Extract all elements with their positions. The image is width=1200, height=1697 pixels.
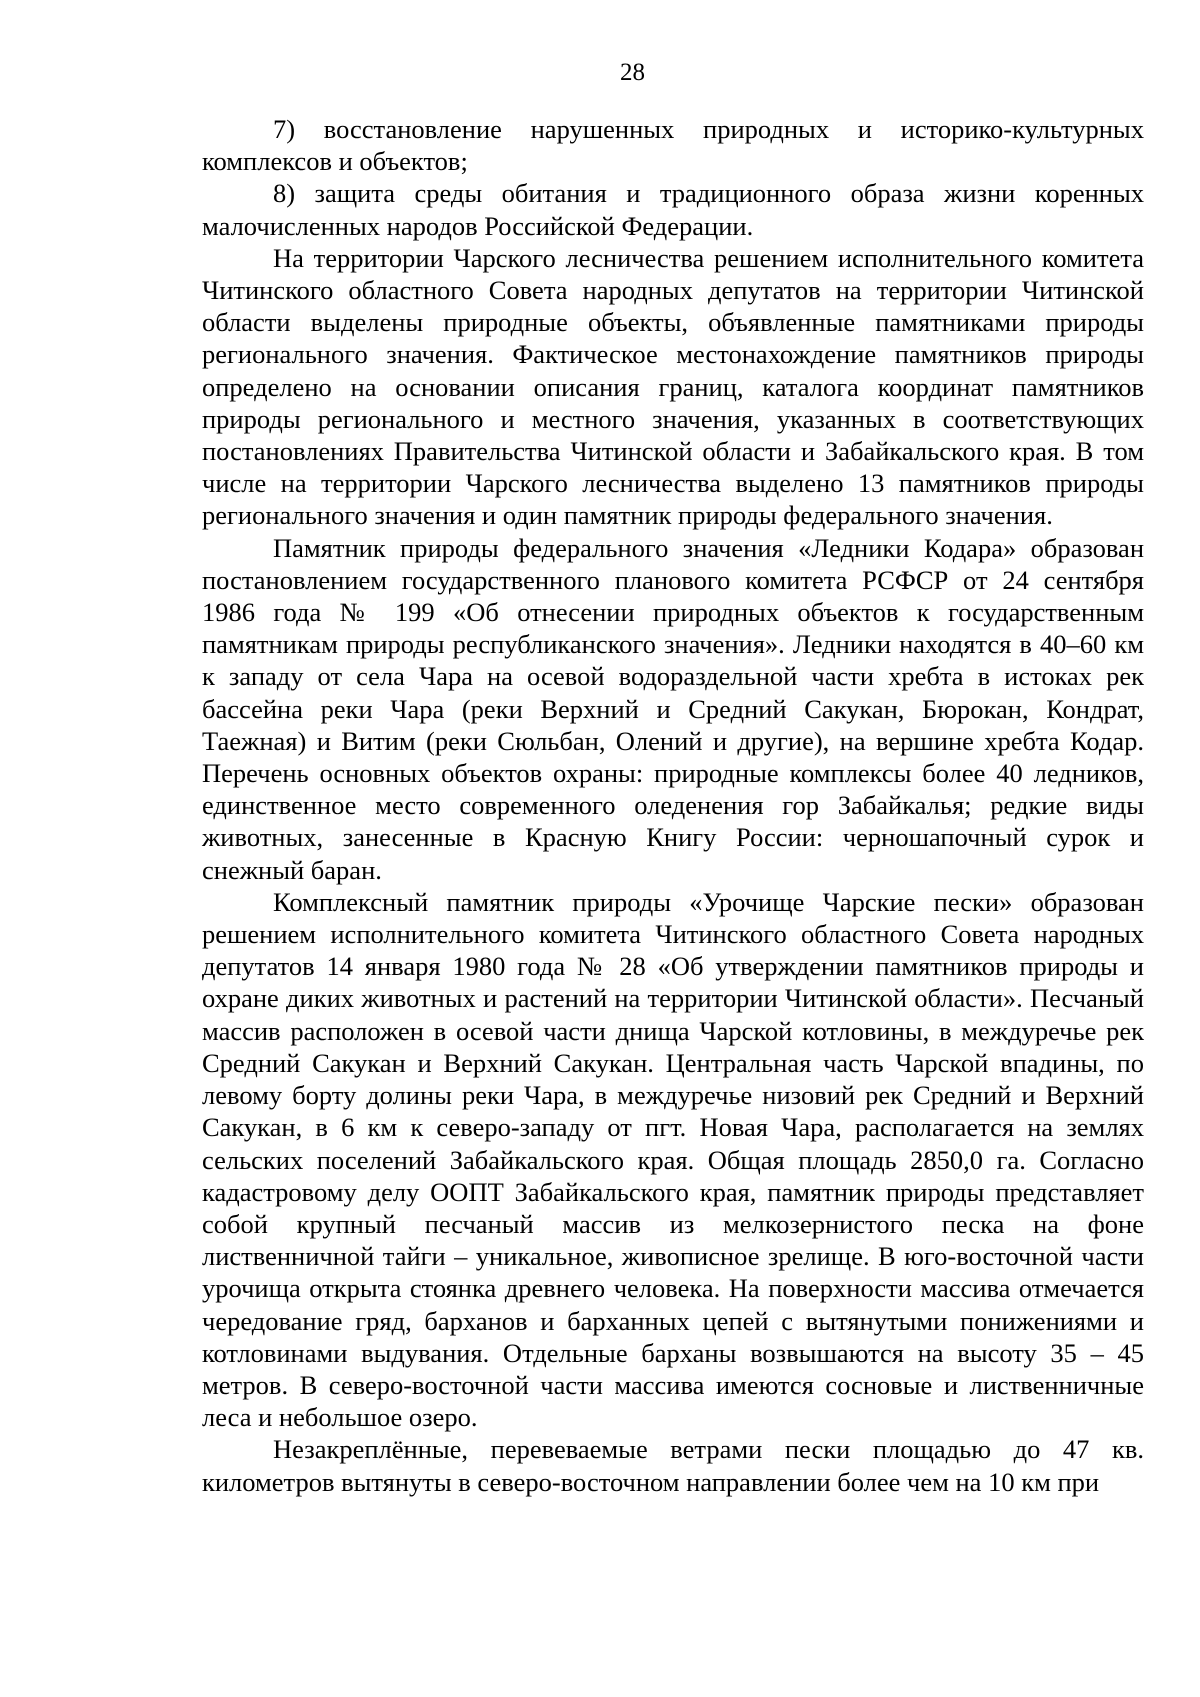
paragraph-item-7: 7) восстановление нарушенных природных и историко-культурных комплексов и объектов; [202, 114, 1144, 177]
paragraph-item-8: 8) защита среды обитания и традиционного образа жизни коренных малочисленных народов Российской Федерации. [202, 178, 1144, 241]
paragraph-sands-continuation: Незакреплённые, перевеваемые ветрами пески площадью до 47 кв. километров вытянуты в северо-восточном направлении более чем на 10 км при [202, 1434, 1144, 1497]
document-body [202, 113, 1144, 1498]
paragraph-chara-forestry-monuments: На территории Чарского лесничества решением исполнительного комитета Читинского областного Совета народных депутатов на территории Читинской области выделены природные объекты, объявленные памятниками природы регионального значения. Фактическое местонахождение памятников природы определено на основании описания границ, каталога координат памятников природы регионального и местного значения, указанных в соответствующих постановлениях Правительства Читинской области и Забайкальского края. В том числе на территории Чарского лесничества выделено 13 памятников природы регионального значения и один памятник природы федерального значения. [202, 242, 1144, 531]
paragraph-kodar-glaciers: Памятник природы федерального значения «Ледники Кодара» образован постановлением государственного планового комитета РСФСР от 24 сентября 1986 года № 199 «Об отнесении природных объектов к государственным памятникам природы республиканского значения». Ледники находятся в 40–60 км к западу от села Чара на осевой водораздельной части хребта в истоках рек бассейна реки Чара (реки Верхний и Средний Сакукан, Бюрокан, Кондрат, Таежная) и Витим (реки Сюльбан, Олений и другие), на вершине хребта Кодар. Перечень основных объектов охраны: природные комплексы более 40 ледников, единственное место современного оледенения гор Забайкалья; редкие виды животных, занесенные в Красную Книгу России: черношапочный сурок и снежный баран. [202, 532, 1144, 885]
page-number: 28 [620, 59, 645, 86]
paragraph-chara-sands: Комплексный памятник природы «Урочище Чарские пески» образован решением исполнительного комитета Читинского областного Совета народных депутатов 14 января 1980 года № 28 «Об утверждении памятников природы и охране диких животных и растений на территории Читинской области». Песчаный массив расположен в осевой части днища Чарской котловины, в междуречье рек Средний Сакукан и Верхний Сакукан. Центральная часть Чарской впадины, по левому борту долины реки Чара, в междуречье низовий рек Средний и Верхний Сакукан, в 6 км к северо-западу от пгт. Новая Чара, располагается на землях сельских поселений Забайкальского края. Общая площадь 2850,0 га. Согласно кадастровому делу ООПТ Забайкальского края, памятник природы представляет собой крупный песчаный массив из мелкозернистого песка на фоне лиственничной тайги – уникальное, живописное зрелище. В юго-восточной части урочища открыта стоянка древнего человека. На поверхности массива отмечается чередование гряд, барханов и барханных цепей с вытянутыми понижениями и котловинами выдувания. Отдельные барханы возвышаются на высоту 35 – 45 метров. В северо-восточной части массива имеются сосновые и лиственничные леса и небольшое озеро. [202, 886, 1144, 1433]
